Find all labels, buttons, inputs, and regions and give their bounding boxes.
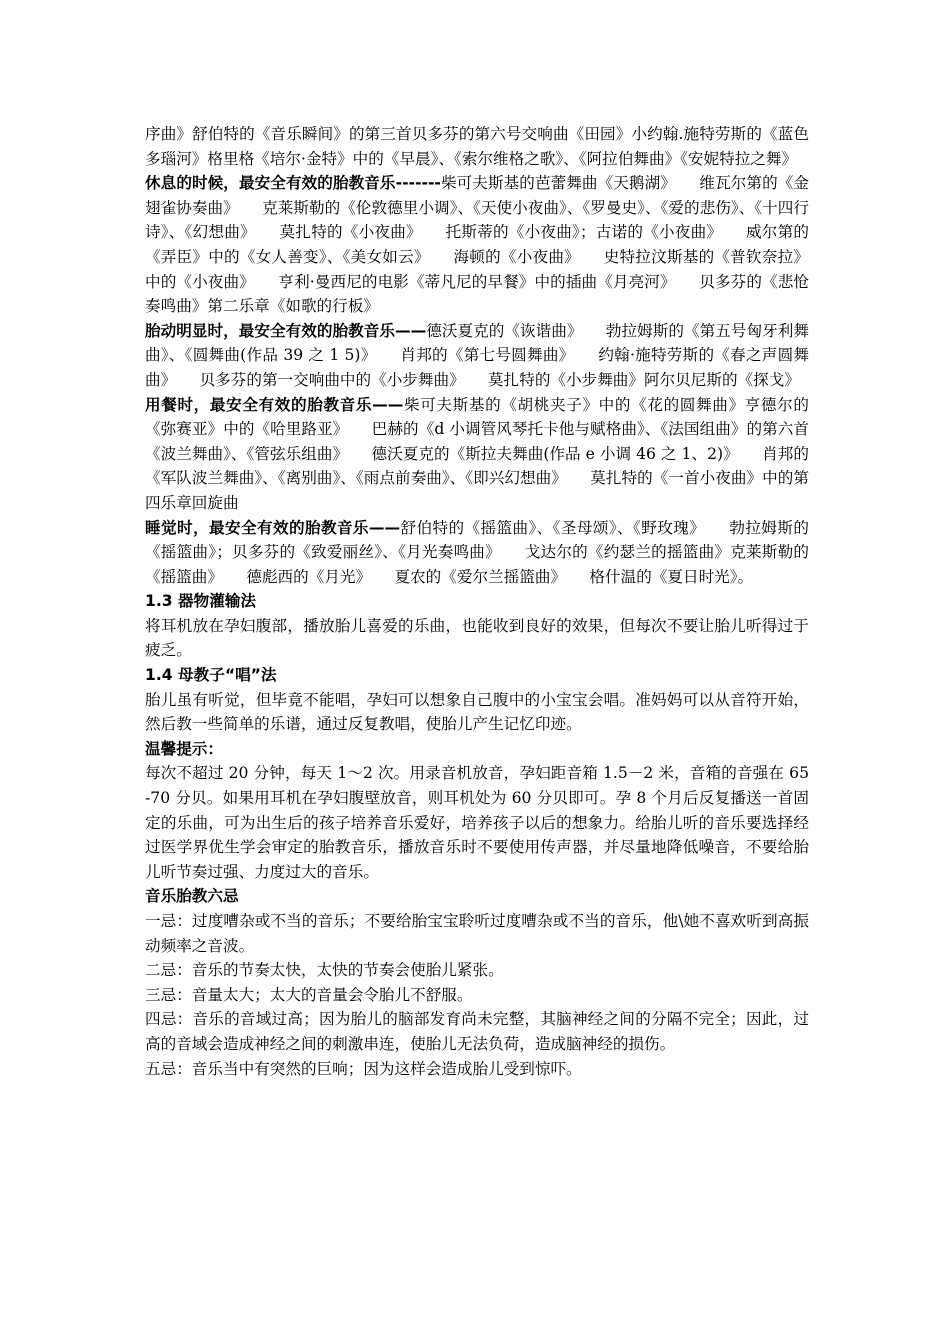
section-heading-tips: 温馨提示： [145, 739, 223, 758]
paragraph-singing-method: 胎儿虽有听觉，但毕竟不能唱，孕妇可以想象自己腹中的小宝宝会唱。准妈妈可以从音符开始，然后教一些简单的乐谱，通过反复教唱，使胎儿产生记忆印迹。 [145, 690, 809, 734]
section-heading-meal: 用餐时，最安全有效的胎教音乐—— [145, 395, 404, 414]
list-item-taboo-5: 五忌：音乐当中有突然的巨响；因为这样会造成胎儿受到惊吓。 [145, 1059, 582, 1078]
list-item-taboo-2: 二忌：音乐的节奏太快，太快的节奏会使胎儿紧张。 [145, 961, 504, 980]
paragraph-meal-music [145, 393, 809, 516]
paragraph-intro-list [145, 122, 809, 171]
paragraph-text: 序曲》舒伯特的《音乐瞬间》的第三首贝多芬的第六号交响曲《田园》小约翰.施特劳斯的《蓝色多瑙河》格里格《培尔·金特》中的《早晨》、《索尔维格之歌》、《阿拉伯舞曲》《安妮特拉之舞》 [145, 125, 809, 168]
paragraph-tips: 每次不超过 20 分钟，每天 1～2 次。用录音机放音，孕妇距音箱 1.5－2 米，音箱的音强在 65-70 分贝。如果用耳机在孕妇腹壁放音，则耳机处为 60 分贝即可。孕 8 个月后反复播送一首固定的乐曲，可为出生后的孩子培养音乐爱好，培养孩子以后的想象力。给胎儿听的音乐要选择经过医学界优生学会审定的胎教音乐，播放音乐时不要使用传声器，并尽量地降低噪音，不要给胎儿听节奏过强、力度过大的音乐。 [145, 764, 809, 881]
document-page [145, 122, 809, 1081]
section-heading-six-taboos: 音乐胎教六忌 [145, 887, 239, 906]
section-heading-1-4: 1.4 母教子“唱”法 [145, 666, 277, 685]
paragraph-device-method: 将耳机放在孕妇腹部，播放胎儿喜爱的乐曲，也能收到良好的效果，但每次不要让胎儿听得过于疲乏。 [145, 616, 809, 660]
paragraph-text: 柴可夫斯基的《胡桃夹子》中的《花的圆舞曲》亨德尔的《弥赛亚》中的《哈里路亚》 巴赫的《d 小调管风琴托卡他与赋格曲》、《法国组曲》的第六首《波兰舞曲》、《管弦乐组曲》 德沃夏克的《斯拉夫舞曲(作品 e 小调 46 之 1、2)》 肖邦的《军队波兰舞曲》、《离别曲》、《雨点前奏曲》、《即兴幻想曲》 莫扎特的《一首小夜曲》中的第四乐章回旋曲 [145, 395, 809, 512]
paragraph-fetal-movement-music [145, 319, 809, 393]
paragraph-rest-music [145, 171, 809, 319]
paragraph-text: 柴可夫斯基的芭蕾舞曲《天鹅湖》 维瓦尔第的《金翅雀协奏曲》 克莱斯勒的《伦敦德里小调》、《天使小夜曲》、《罗曼史》、《爱的悲伤》、《十四行诗》、《幻想曲》 莫扎特的《小夜曲》 托斯蒂的《小夜曲》；古诺的《小夜曲》 威尔第的《弄臣》中的《女人善变》、《美女如云》 海顿的《小夜曲》 史特拉汶斯基的《普钦奈拉》中的《小夜曲》 亨利·曼西尼的电影《蒂凡尼的早餐》中的插曲《月亮河》 贝多芬的《悲怆奏鸣曲》第二乐章《如歌的行板》 [145, 174, 809, 316]
paragraph-text: 德沃夏克的《诙谐曲》 勃拉姆斯的《第五号匈牙利舞曲》、《圆舞曲(作品 39 之 1 5)》 肖邦的《第七号圆舞曲》 约翰·施特劳斯的《春之声圆舞曲》 贝多芬的第一交响曲中的《小步舞曲》 莫扎特的《小步舞曲》阿尔贝尼斯的《探戈》 [145, 321, 809, 389]
section-heading-fetal-movement: 胎动明显时，最安全有效的胎教音乐—— [145, 321, 427, 340]
section-heading-1-3: 1.3 器物灌输法 [145, 592, 257, 611]
paragraph-sleep-music [145, 516, 809, 590]
section-heading-sleep: 睡觉时，最安全有效的胎教音乐—— [145, 518, 401, 537]
list-item-taboo-1: 一忌：过度嘈杂或不当的音乐；不要给胎宝宝聆听过度嘈杂或不当的音乐，他\她不喜欢听到高振动频率之音波。 [145, 912, 809, 955]
section-heading-rest: 休息的时候，最安全有效的胎教音乐------- [145, 174, 441, 193]
list-item-taboo-4: 四忌：音乐的音域过高；因为胎儿的脑部发育尚未完整，其脑神经之间的分隔不完全；因此，过高的音域会造成神经之间的刺激串连，使胎儿无法负荷，造成脑神经的损伤。 [145, 1010, 809, 1053]
list-item-taboo-3: 三忌：音量太大；太大的音量会令胎儿不舒服。 [145, 985, 473, 1004]
paragraph-text: 舒伯特的《摇篮曲》、《圣母颂》、《野玫瑰》 勃拉姆斯的《摇篮曲》；贝多芬的《致爱丽丝》、《月光奏鸣曲》 戈达尔的《约瑟兰的摇篮曲》克莱斯勒的《摇篮曲》 德彪西的《月光》 夏农的《爱尔兰摇篮曲》 格什温的《夏日时光》。 [145, 518, 809, 586]
